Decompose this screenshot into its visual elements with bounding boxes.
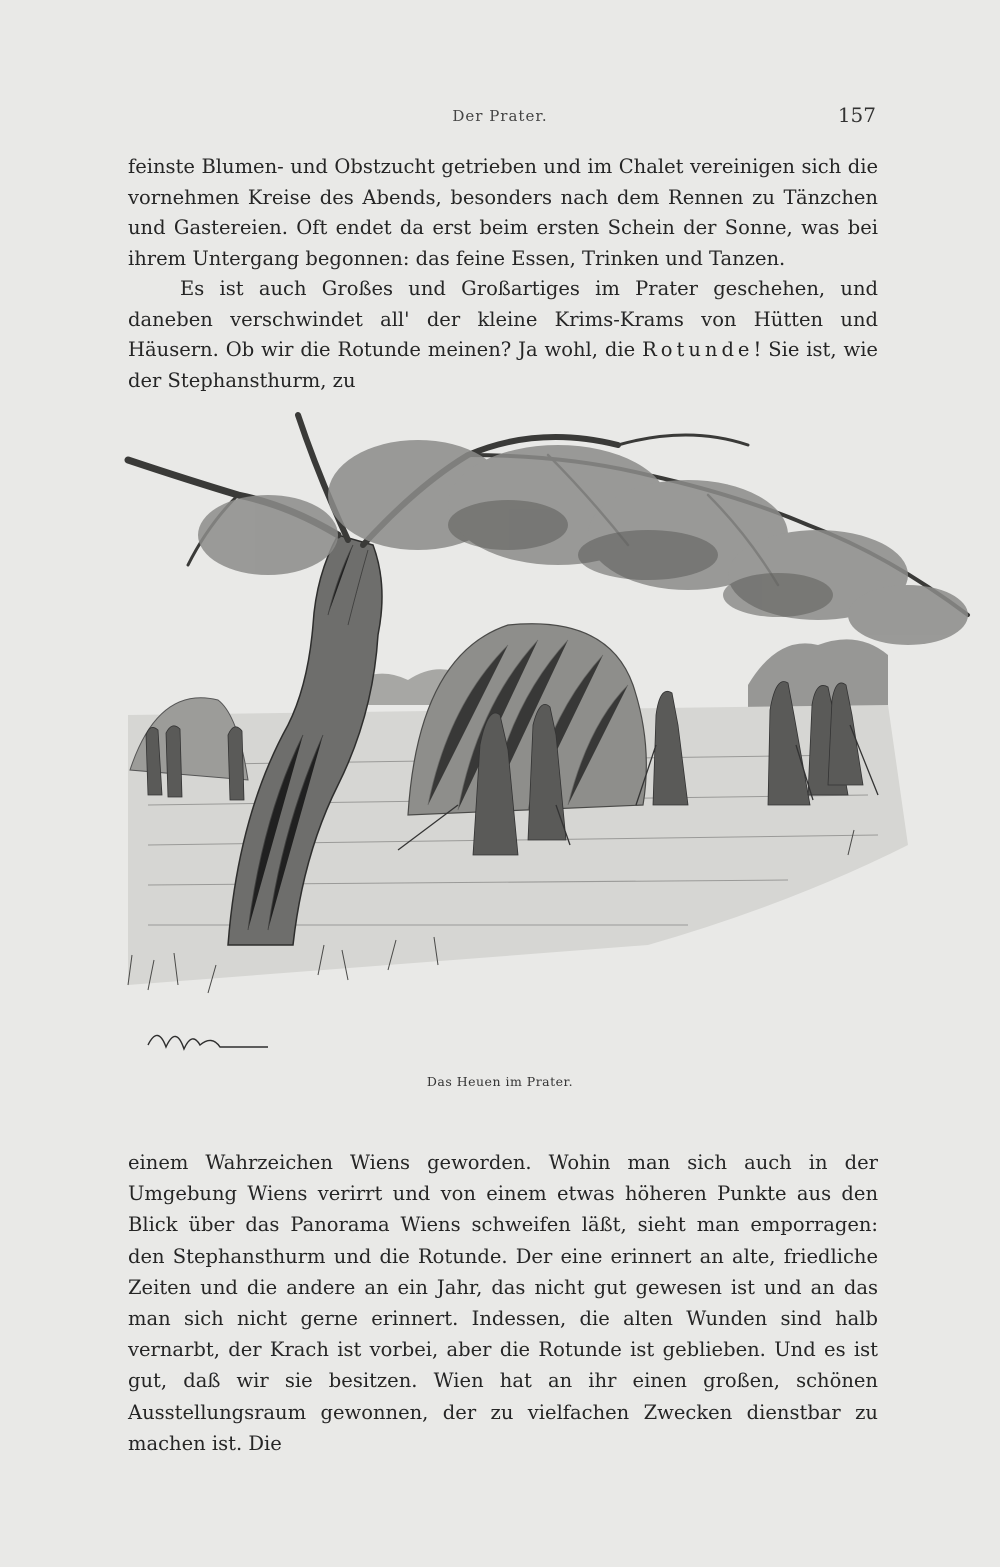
spaced-word-rotunde: Rotunde [642, 338, 754, 361]
top-text-block [128, 152, 878, 396]
running-title: Der Prater. [452, 107, 548, 125]
paragraph-1: feinste Blumen- und Obstzucht getrieben und im Chalet vereinigen sich die vornehmen Kreise des Abends, besonders nach dem Rennen zu Tänzchen und Gastereien. Oft endet da erst beim ersten Schein der Sonne, was bei ihrem Untergang begonnen: das feine Essen, Trinken und Tanzen. [128, 155, 878, 270]
artist-signature [148, 1035, 268, 1049]
illustration-caption: Das Heuen im Prater. [426, 1074, 574, 1089]
paragraph-3: einem Wahrzeichen Wiens geworden. Wohin man sich auch in der Umgebung Wiens verirrt und von einem etwas höheren Punkte aus den Blick über das Panorama Wiens schweifen läßt, sieht man emporragen: den Stephansthurm und die Rotunde. Der eine erinnert an alte, friedliche Zeiten und die andere an ein Jahr, das nicht gut gewesen ist und an das man sich nicht gerne erinnert. Indessen, die alten Wunden sind halb vernarbt, der Krach ist vorbei, aber die Rotunde ist geblieben. Und es ist gut, daß wir sie besitzen. Wien hat an ihr einen großen, schönen Ausstellungsraum gewonnen, der zu vielfachen Zwecken dienstbar zu machen ist. Die [128, 1151, 878, 1455]
paragraph-2-start: Es ist auch Großes und Großartiges im Prater geschehen, und daneben verschwindet all' der kleine Krims-Krams von Hütten und Häusern. Ob wir die Rotunde meinen? Ja wohl, die [128, 277, 878, 361]
paragraph-2 [128, 274, 878, 396]
running-head [0, 103, 1000, 129]
page-number: 157 [837, 103, 876, 127]
bottom-text-block [128, 1147, 878, 1459]
haymaking-illustration [88, 385, 988, 1075]
paragraph-2-end: ! Sie ist, wie der Stephansthurm, zu [128, 338, 878, 392]
